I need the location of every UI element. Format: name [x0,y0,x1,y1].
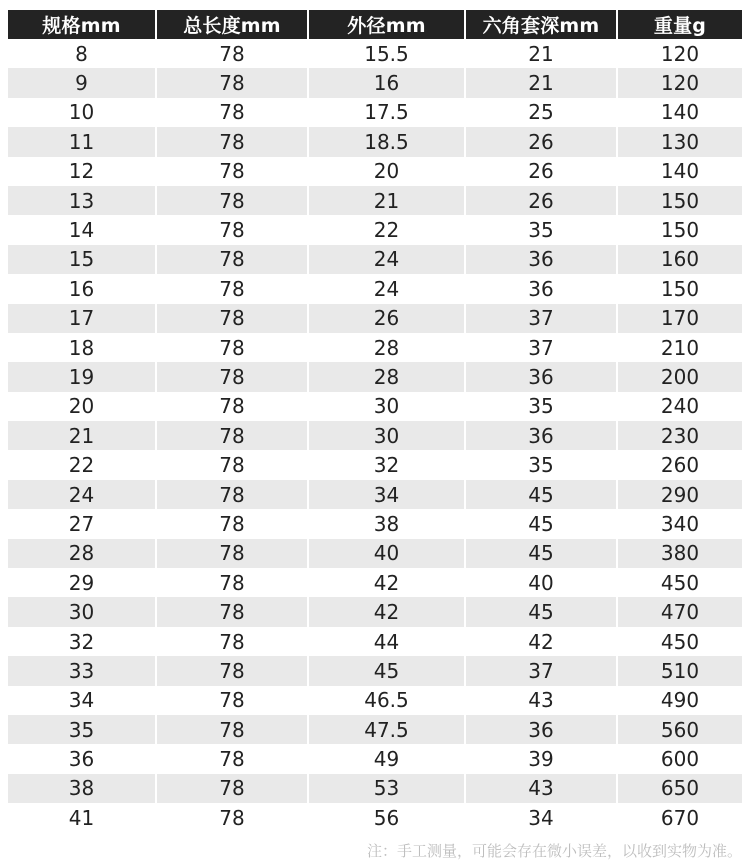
cell-total-length: 78 [157,274,309,303]
table-row [8,362,742,391]
cell-hex-socket-depth: 42 [466,627,618,656]
cell-outer-diameter: 20 [309,157,466,186]
cell-hex-socket-depth: 45 [466,480,618,509]
cell-spec: 18 [8,333,157,362]
cell-total-length: 78 [157,568,309,597]
cell-outer-diameter: 26 [309,304,466,333]
cell-total-length: 78 [157,98,309,127]
cell-hex-socket-depth: 36 [466,245,618,274]
cell-spec: 32 [8,627,157,656]
table-row [8,656,742,685]
table-row [8,245,742,274]
cell-weight: 380 [618,539,742,568]
cell-spec: 34 [8,686,157,715]
cell-weight: 650 [618,774,742,803]
cell-hex-socket-depth: 39 [466,744,618,773]
cell-total-length: 78 [157,215,309,244]
cell-weight: 120 [618,39,742,68]
cell-spec: 17 [8,304,157,333]
cell-outer-diameter: 28 [309,333,466,362]
cell-total-length: 78 [157,686,309,715]
cell-outer-diameter: 18.5 [309,127,466,156]
cell-weight: 150 [618,186,742,215]
cell-hex-socket-depth: 45 [466,597,618,626]
cell-spec: 30 [8,597,157,626]
cell-outer-diameter: 28 [309,362,466,391]
cell-outer-diameter: 40 [309,539,466,568]
cell-outer-diameter: 38 [309,509,466,538]
spec-table [8,10,742,833]
cell-hex-socket-depth: 37 [466,304,618,333]
cell-spec: 22 [8,450,157,479]
cell-total-length: 78 [157,245,309,274]
table-row [8,774,742,803]
cell-hex-socket-depth: 35 [466,215,618,244]
cell-total-length: 78 [157,186,309,215]
spec-table-container [8,10,742,833]
cell-total-length: 78 [157,803,309,832]
cell-total-length: 78 [157,157,309,186]
cell-outer-diameter: 17.5 [309,98,466,127]
cell-weight: 130 [618,127,742,156]
table-row [8,421,742,450]
cell-outer-diameter: 34 [309,480,466,509]
cell-outer-diameter: 42 [309,597,466,626]
cell-hex-socket-depth: 26 [466,157,618,186]
cell-total-length: 78 [157,450,309,479]
cell-outer-diameter: 30 [309,421,466,450]
cell-total-length: 78 [157,539,309,568]
cell-weight: 670 [618,803,742,832]
cell-spec: 13 [8,186,157,215]
cell-hex-socket-depth: 36 [466,274,618,303]
cell-total-length: 78 [157,597,309,626]
cell-total-length: 78 [157,774,309,803]
cell-weight: 240 [618,392,742,421]
cell-spec: 27 [8,509,157,538]
table-row [8,392,742,421]
table-row [8,480,742,509]
cell-total-length: 78 [157,127,309,156]
cell-weight: 140 [618,98,742,127]
cell-hex-socket-depth: 21 [466,68,618,97]
cell-weight: 140 [618,157,742,186]
cell-outer-diameter: 30 [309,392,466,421]
table-row [8,539,742,568]
cell-spec: 29 [8,568,157,597]
measurement-note: 注：手工测量，可能会存在微小误差，以收到实物为准。 [366,842,742,860]
cell-hex-socket-depth: 35 [466,450,618,479]
cell-weight: 170 [618,304,742,333]
table-row [8,509,742,538]
cell-spec: 20 [8,392,157,421]
cell-spec: 12 [8,157,157,186]
table-row [8,304,742,333]
cell-spec: 35 [8,715,157,744]
header-hex-socket-depth: 六角套深mm [466,10,618,39]
cell-outer-diameter: 24 [309,274,466,303]
cell-weight: 510 [618,656,742,685]
table-row [8,333,742,362]
cell-total-length: 78 [157,333,309,362]
cell-total-length: 78 [157,509,309,538]
cell-hex-socket-depth: 40 [466,568,618,597]
cell-hex-socket-depth: 21 [466,39,618,68]
cell-weight: 470 [618,597,742,626]
cell-total-length: 78 [157,656,309,685]
spec-table-header [8,10,742,39]
cell-weight: 340 [618,509,742,538]
cell-weight: 150 [618,215,742,244]
cell-spec: 33 [8,656,157,685]
cell-weight: 450 [618,627,742,656]
cell-spec: 11 [8,127,157,156]
cell-total-length: 78 [157,480,309,509]
cell-outer-diameter: 53 [309,774,466,803]
table-row [8,68,742,97]
cell-outer-diameter: 45 [309,656,466,685]
header-outer-diameter: 外径mm [309,10,466,39]
cell-total-length: 78 [157,627,309,656]
cell-outer-diameter: 15.5 [309,39,466,68]
table-row [8,715,742,744]
cell-weight: 290 [618,480,742,509]
cell-hex-socket-depth: 34 [466,803,618,832]
cell-outer-diameter: 49 [309,744,466,773]
cell-hex-socket-depth: 35 [466,392,618,421]
spec-table-body [8,39,742,833]
cell-weight: 120 [618,68,742,97]
cell-hex-socket-depth: 36 [466,421,618,450]
cell-spec: 24 [8,480,157,509]
cell-outer-diameter: 21 [309,186,466,215]
cell-spec: 9 [8,68,157,97]
cell-hex-socket-depth: 36 [466,362,618,391]
cell-weight: 560 [618,715,742,744]
cell-weight: 450 [618,568,742,597]
cell-hex-socket-depth: 25 [466,98,618,127]
cell-total-length: 78 [157,421,309,450]
cell-spec: 16 [8,274,157,303]
cell-weight: 160 [618,245,742,274]
cell-hex-socket-depth: 43 [466,686,618,715]
cell-outer-diameter: 47.5 [309,715,466,744]
cell-outer-diameter: 42 [309,568,466,597]
table-row [8,627,742,656]
cell-hex-socket-depth: 37 [466,656,618,685]
cell-hex-socket-depth: 45 [466,509,618,538]
cell-hex-socket-depth: 43 [466,774,618,803]
cell-outer-diameter: 24 [309,245,466,274]
cell-spec: 21 [8,421,157,450]
table-row [8,127,742,156]
table-row [8,215,742,244]
table-row [8,803,742,832]
cell-total-length: 78 [157,744,309,773]
cell-weight: 150 [618,274,742,303]
cell-hex-socket-depth: 26 [466,127,618,156]
cell-total-length: 78 [157,362,309,391]
cell-outer-diameter: 22 [309,215,466,244]
table-row [8,274,742,303]
cell-spec: 14 [8,215,157,244]
cell-total-length: 78 [157,304,309,333]
table-row [8,597,742,626]
cell-spec: 15 [8,245,157,274]
table-row [8,98,742,127]
table-row [8,157,742,186]
header-spec: 规格mm [8,10,157,39]
cell-outer-diameter: 46.5 [309,686,466,715]
cell-weight: 200 [618,362,742,391]
cell-total-length: 78 [157,715,309,744]
table-row [8,39,742,68]
cell-total-length: 78 [157,392,309,421]
cell-outer-diameter: 16 [309,68,466,97]
table-row [8,744,742,773]
cell-weight: 600 [618,744,742,773]
cell-spec: 8 [8,39,157,68]
cell-hex-socket-depth: 45 [466,539,618,568]
cell-hex-socket-depth: 36 [466,715,618,744]
cell-spec: 36 [8,744,157,773]
cell-spec: 10 [8,98,157,127]
cell-outer-diameter: 56 [309,803,466,832]
cell-spec: 41 [8,803,157,832]
header-row [8,10,742,39]
table-row [8,450,742,479]
cell-total-length: 78 [157,39,309,68]
cell-total-length: 78 [157,68,309,97]
cell-spec: 38 [8,774,157,803]
cell-weight: 230 [618,421,742,450]
cell-spec: 28 [8,539,157,568]
cell-spec: 19 [8,362,157,391]
table-row [8,686,742,715]
table-row [8,186,742,215]
cell-hex-socket-depth: 26 [466,186,618,215]
cell-outer-diameter: 44 [309,627,466,656]
cell-weight: 210 [618,333,742,362]
cell-weight: 260 [618,450,742,479]
header-weight: 重量g [618,10,742,39]
table-row [8,568,742,597]
header-total-length: 总长度mm [157,10,309,39]
cell-outer-diameter: 32 [309,450,466,479]
cell-weight: 490 [618,686,742,715]
cell-hex-socket-depth: 37 [466,333,618,362]
